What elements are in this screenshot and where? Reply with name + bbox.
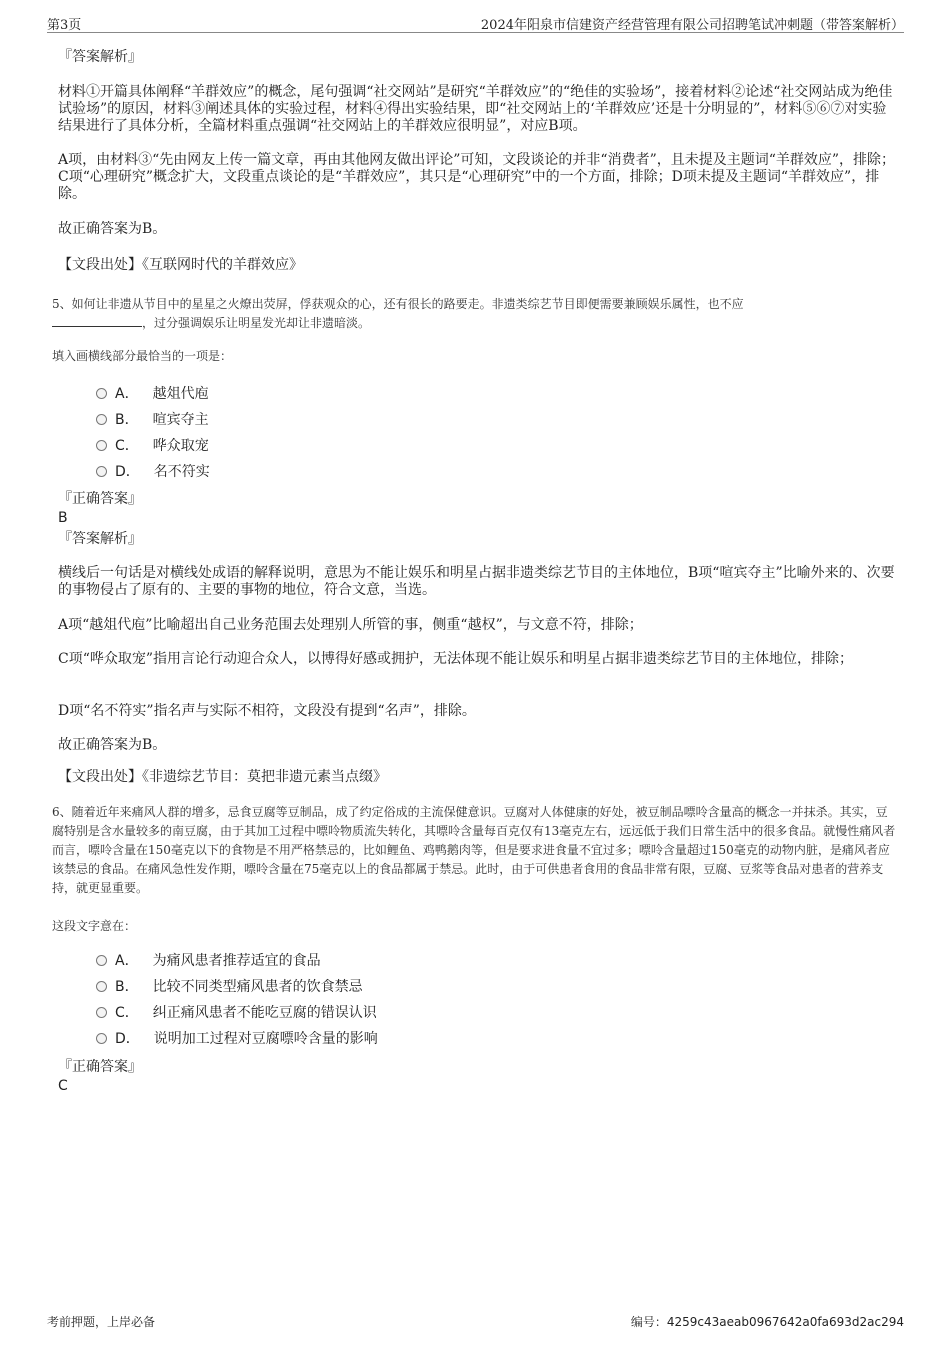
radio-icon[interactable]: [96, 981, 107, 992]
q6-prompt: 这段文字意在：: [52, 919, 137, 933]
q6-correct-answer: C: [58, 1078, 68, 1094]
q5-analysis-p1: 横线后一句话是对横线处成语的解释说明，意思为不能让娱乐和明星占据非遗类综艺节目的主体地位，B项“喧宾夺主”比喻外来的、次要的事物侵占了原有的、主要的事物的地位，符合文意，当选。: [58, 565, 895, 598]
q5-correct-label: 『正确答案』: [58, 491, 142, 507]
q5-correct-answer: B: [58, 510, 68, 526]
q6-correct-label: 『正确答案』: [58, 1059, 142, 1075]
q5-analysis-label: 『答案解析』: [58, 531, 142, 547]
q5-stem-part1: 5、如何让非遗从节目中的星星之火燎出荧屏，俘获观众的心，还有很长的路要走。非遗类综艺节目即便需要兼顾娱乐属性，也不应: [52, 297, 744, 311]
radio-icon[interactable]: [96, 1007, 107, 1018]
q4-analysis-p2: A项，由材料③“先由网友上传一篇文章，再由其他网友做出评论”可知，文段谈论的并非“消费者”，且未提及主题词“羊群效应”，排除；C项“心理研究”概念扩大，文段重点谈论的是“羊群效应”，其只是“心理研究”中的一个方面，排除；D项未提及主题词“羊群效应”，排除。: [58, 152, 896, 202]
q5-analysis-p3: C项“哗众取宠”指用言论行动迎合众人，以博得好感或拥护，无法体现不能让娱乐和明星占据非遗类综艺节目的主体地位，排除；: [58, 651, 854, 667]
q5-prompt: 填入画横线部分最恰当的一项是：: [52, 349, 233, 363]
q5-stem: [52, 295, 898, 333]
radio-icon[interactable]: [96, 1033, 107, 1044]
page-header: [47, 14, 904, 33]
q6-stem: 6、随着近年来痛风人群的增多，忌食豆腐等豆制品，成了约定俗成的主流保健意识。豆腐对人体健康的好处，被豆制品嘌呤含量高的概念一并抹杀。其实，豆腐特别是含水量较多的南豆腐，由于其加工过程中嘌呤物质流失转化，其嘌呤含量每百克仅有13毫克左右，远远低于我们日常生活中的很多食品。就慢性痛风者而言，嘌呤含量在150毫克以下的食物是不用严格禁忌的，比如鲤鱼、鸡鸭鹅肉等，但是要求进食量不宜过多；嘌呤含量超过150毫克的动物内脏，是痛风者应该禁忌的食品。在痛风急性发作期，嘌呤含量在75毫克以上的食品都属于禁忌。此时，由于可供患者食用的食品非常有限，豆腐、豆浆等食品对患者的营养支持，就更显重要。: [52, 805, 896, 895]
footer-code-value: 4259c43aeab0967642a0fa693d2ac294: [666, 1315, 904, 1329]
q5-answer-statement: 故正确答案为B。: [58, 737, 167, 753]
q5-analysis-p4: D项“名不符实”指名声与实际不相符，文段没有提到“名声”，排除。: [58, 703, 476, 719]
q6-option-c[interactable]: C． 纠正痛风患者不能吃豆腐的错误认识: [96, 1003, 377, 1023]
q5-option-d[interactable]: D． 名不符实: [96, 462, 210, 482]
footer-slogan: 考前押题，上岸必备: [47, 1315, 156, 1329]
q6-option-d[interactable]: D． 说明加工过程对豆腐嘌呤含量的影响: [96, 1029, 378, 1049]
q5-option-a[interactable]: A． 越俎代庖: [96, 384, 209, 404]
document-title: 2024年阳泉市信建资产经营管理有限公司招聘笔试冲刺题（带答案解析）: [480, 18, 904, 33]
q4-analysis-label: 『答案解析』: [58, 49, 142, 65]
q5-option-b[interactable]: B． 喧宾夺主: [96, 410, 209, 430]
radio-icon[interactable]: [96, 466, 107, 477]
footer-code-label: 编号：: [630, 1315, 667, 1329]
q5-blank: [52, 314, 142, 327]
page-number: 第3页: [47, 18, 82, 33]
q4-analysis-p1: 材料①开篇具体阐释“羊群效应”的概念，尾句强调“社交网站”是研究“羊群效应”的“绝佳的实验场”，接着材料②论述“社交网站成为绝佳试验场”的原因，材料③阐述具体的实验过程，材料④得出实验结果，即“社交网站上的‘羊群效应’还是十分明显的”，材料⑤⑥⑦对实验结果进行了具体分析，全篇材料重点强调“社交网站上的羊群效应很明显”，对应B项。: [58, 84, 893, 134]
q4-answer-statement: 故正确答案为B。: [58, 221, 167, 237]
q5-option-c[interactable]: C． 哗众取宠: [96, 436, 209, 456]
q6-option-a[interactable]: A． 为痛风患者推荐适宜的食品: [96, 951, 321, 971]
q4-source: 【文段出处】《互联网时代的羊群效应》: [58, 257, 303, 273]
q5-source: 【文段出处】《非遗综艺节目：莫把非遗元素当点缀》: [58, 769, 387, 785]
radio-icon[interactable]: [96, 955, 107, 966]
radio-icon[interactable]: [96, 414, 107, 425]
q5-analysis-p2: A项“越俎代庖”比喻超出自己业务范围去处理别人所管的事，侧重“越权”，与文意不符，排除；: [58, 617, 643, 633]
radio-icon[interactable]: [96, 388, 107, 399]
radio-icon[interactable]: [96, 440, 107, 451]
footer-code: [631, 1313, 904, 1330]
q6-option-b[interactable]: B． 比较不同类型痛风患者的饮食禁忌: [96, 977, 363, 997]
q5-stem-part2: ，过分强调娱乐让明星发光却让非遗暗淡。: [142, 316, 371, 330]
